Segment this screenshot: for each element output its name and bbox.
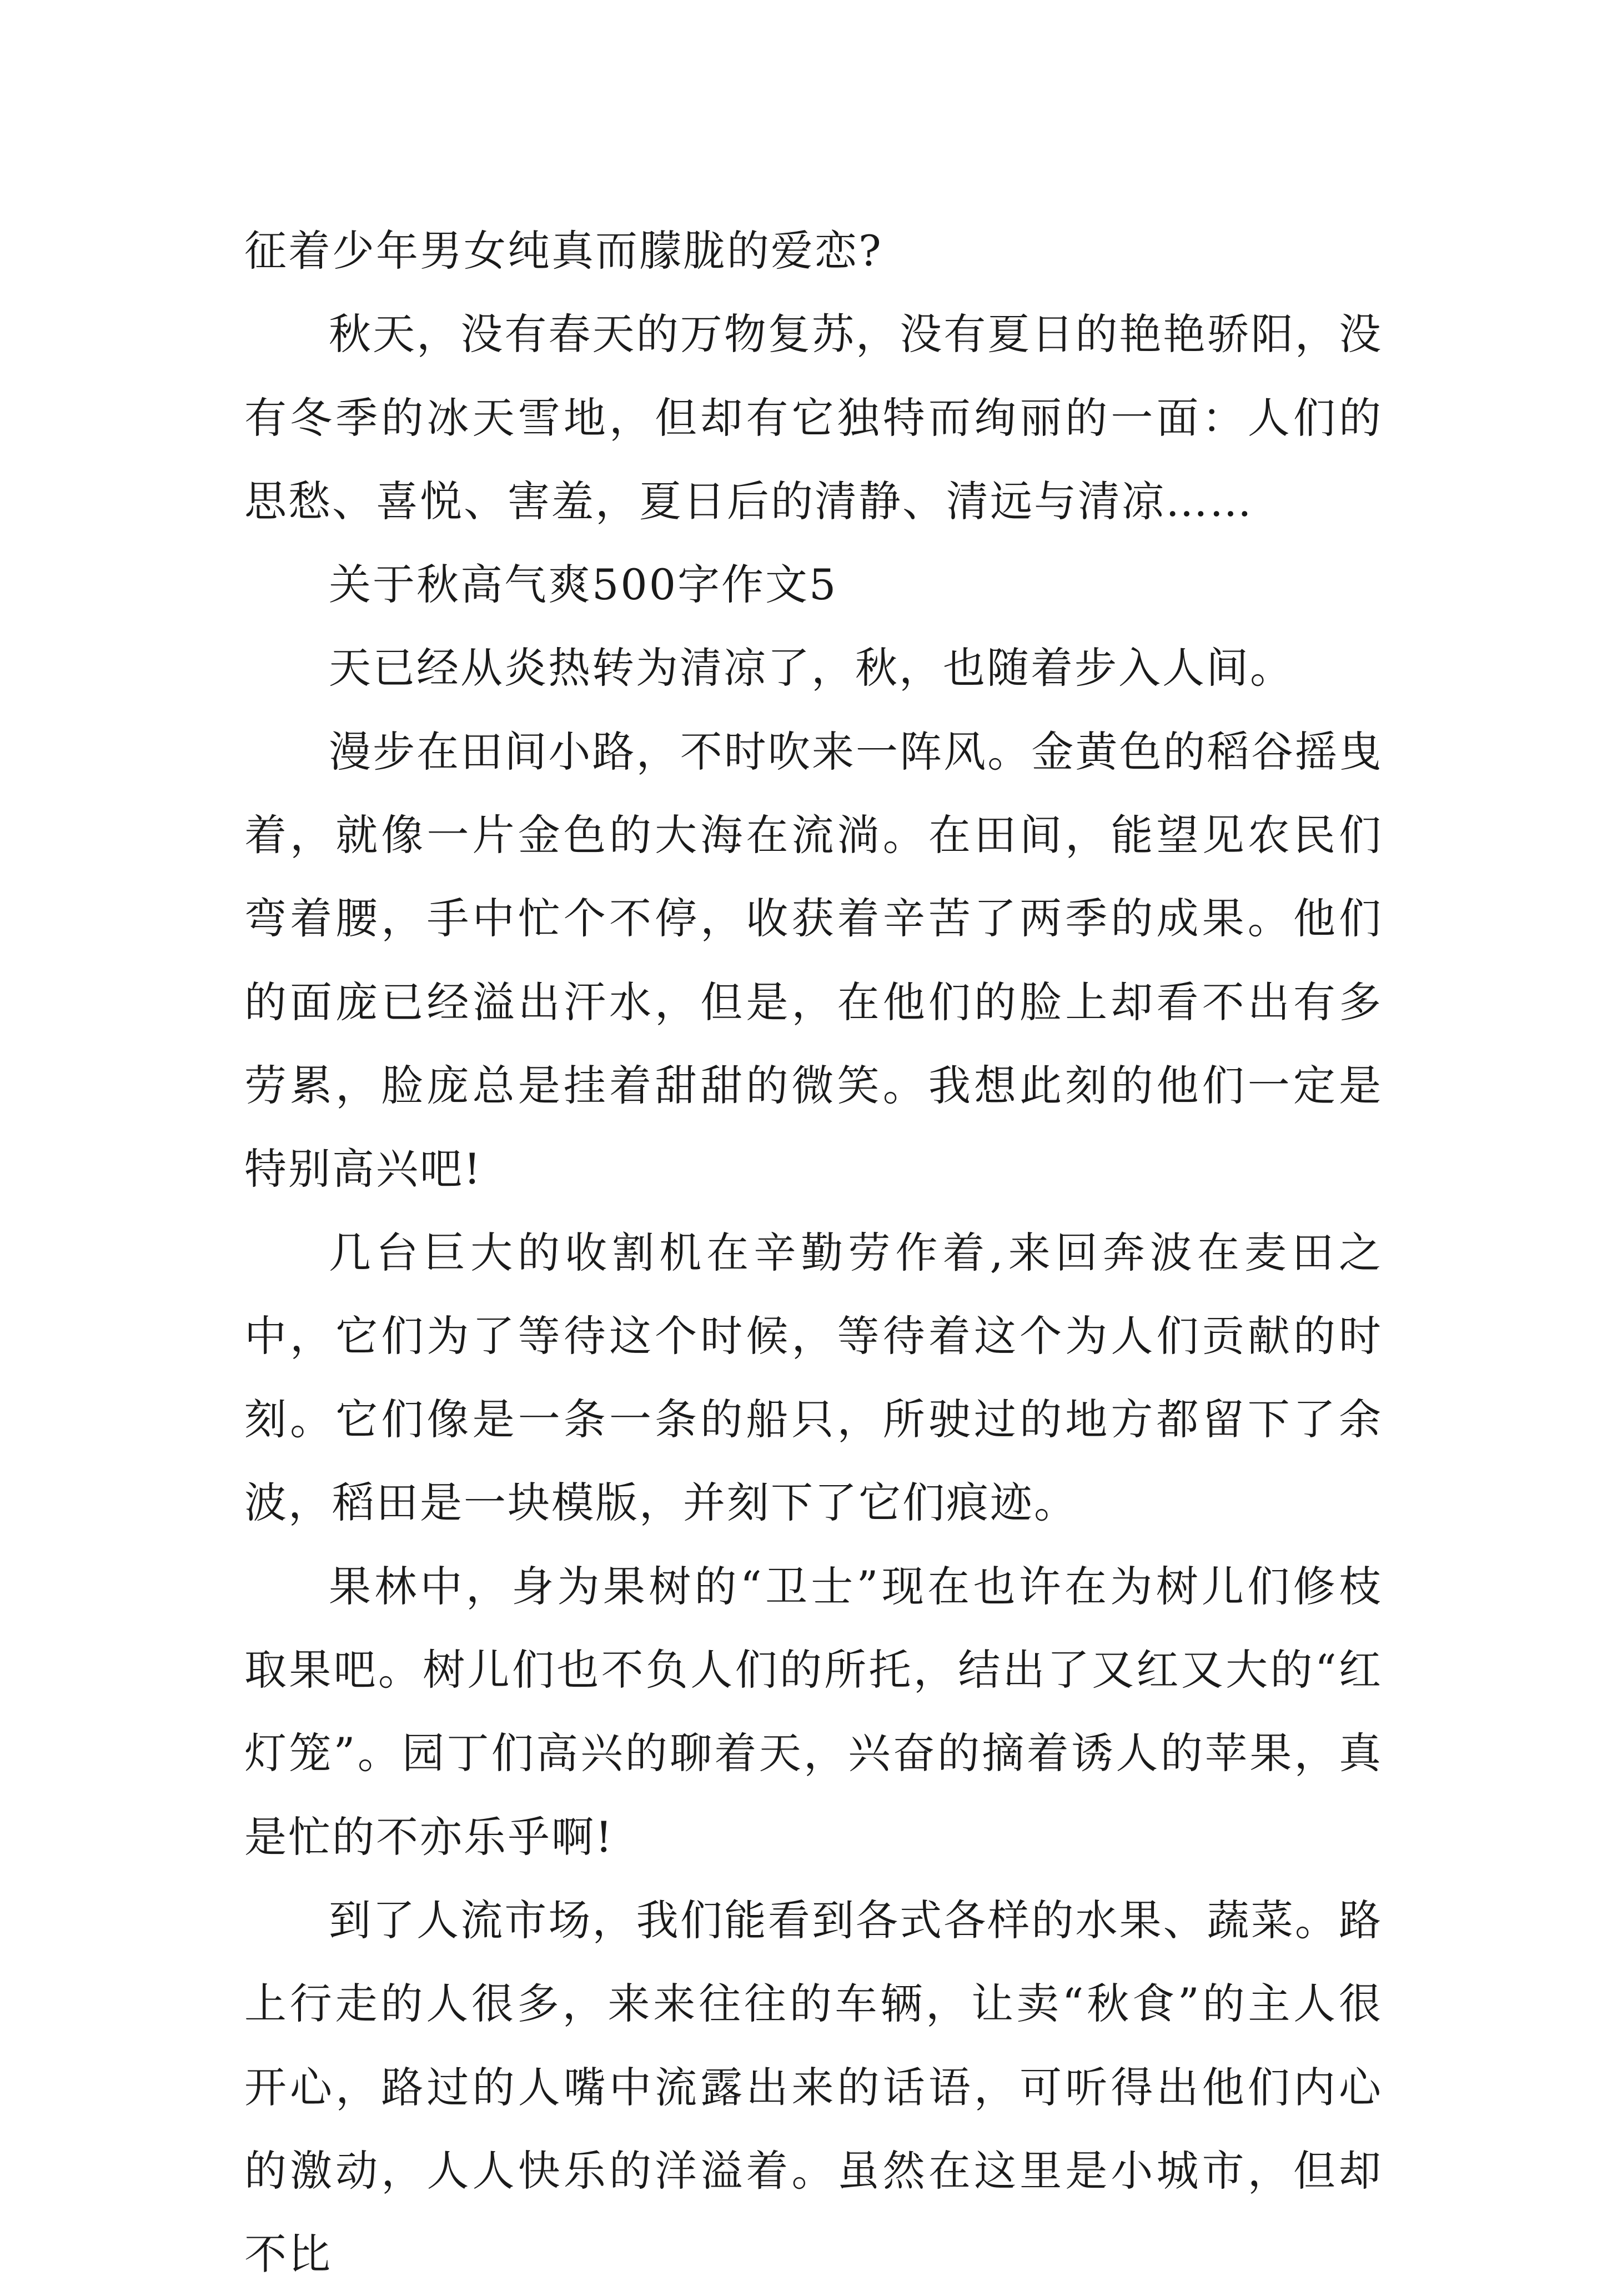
essay-title: 关于秋高气爽500字作文5 — [329, 560, 838, 610]
paragraph: 几台巨大的收割机在辛勤劳作着,来回奔波在麦田之中，它们为了等待这个时候，等待着这个为人们贡献的时刻。它们像是一条一条的船只，所驶过的地方都留下了余波，稻田是一块模版，并刻下了它们痕迹。 — [244, 1227, 1383, 1528]
paragraph-continuation: 征着少年男女纯真而朦胧的爱恋? — [244, 226, 883, 275]
paragraph: 到了人流市场，我们能看到各式各样的水果、蔬菜。路上行走的人很多，来来往往的车辆，让卖“秋食”的主人很开心，路过的人嘴中流露出来的话语，可听得出他们内心的激动，人人快乐的洋溢着。虽然在这里是小城市，但却不比 — [244, 1895, 1383, 2279]
paragraph: 漫步在田间小路，不时吹来一阵风。金黄色的稻谷摇曳着，就像一片金色的大海在流淌。在田间，能望见农民们弯着腰，手中忙个不停，收获着辛苦了两季的成果。他们的面庞已经溢出汗水，但是，在他们的脸上却看不出有多劳累，脸庞总是挂着甜甜的微笑。我想此刻的他们一定是特别高兴吧! — [244, 726, 1383, 1194]
document-body — [244, 209, 1383, 2296]
paragraph: 秋天，没有春天的万物复苏，没有夏日的艳艳骄阳，没有冬季的冰天雪地，但却有它独特而绚丽的一面：人们的思愁、喜悦、害羞，夏日后的清静、清远与清凉…… — [244, 309, 1383, 526]
paragraph: 天已经从炎热转为清凉了，秋，也随着步入人间。 — [329, 643, 1294, 693]
paragraph: 果林中，身为果树的“卫士”现在也许在为树儿们修枝取果吧。树儿们也不负人们的所托，结出了又红又大的“红灯笼”。园丁们高兴的聊着天，兴奋的摘着诱人的苹果，真是忙的不亦乐乎啊! — [244, 1561, 1383, 1862]
